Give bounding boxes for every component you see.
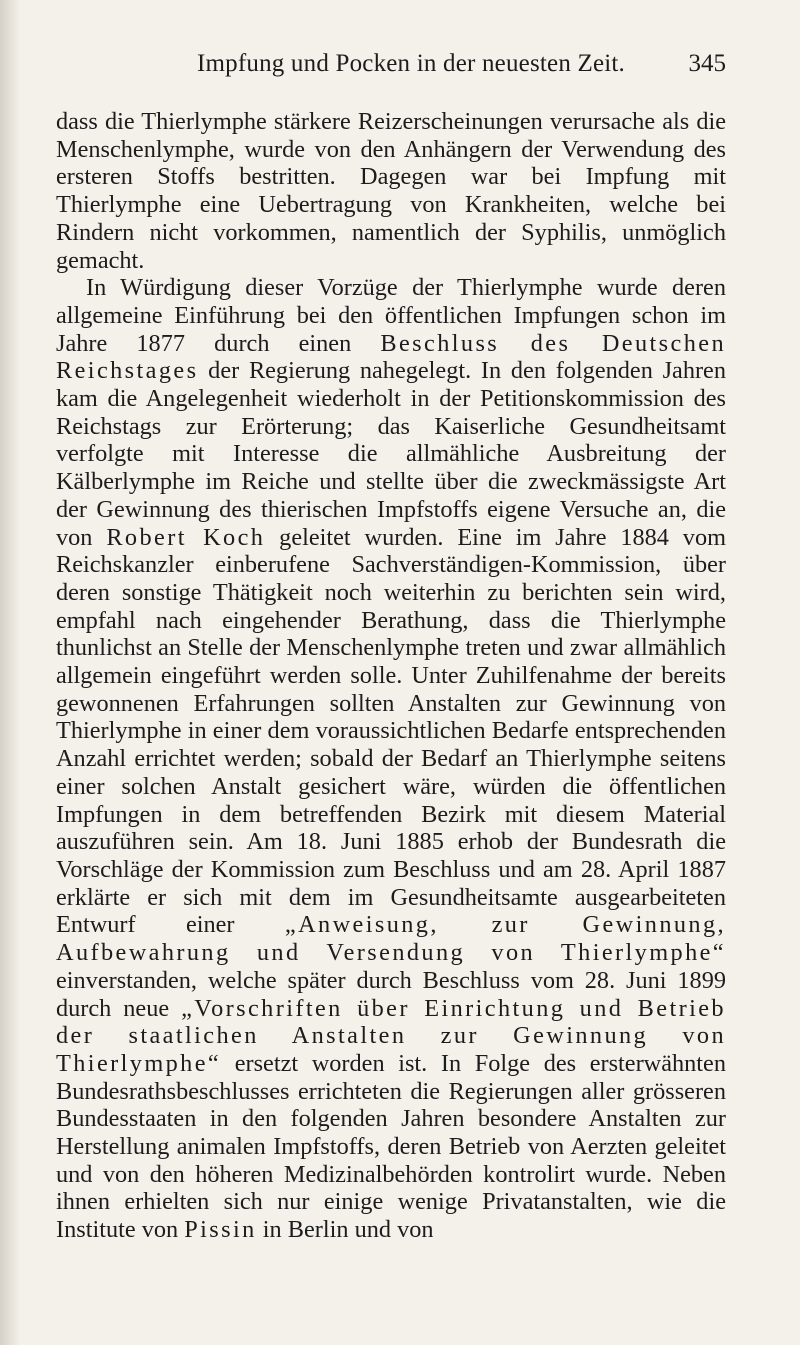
emphasis-reichstag-resolution: Beschluss des Deutschen Reichstages — [56, 329, 726, 385]
running-title: Impfung und Pocken in der neuesten Zeit. — [196, 50, 626, 77]
text-segment: In Würdigung dieser Vorzüge der Thierlymphe wurde deren allgemeine Einführung bei den öffentlichen Impfungen schon im Jahre 1877 durch einen — [56, 274, 726, 357]
paragraph-2 — [56, 274, 726, 1244]
page-number: 345 — [688, 50, 726, 77]
emphasis-vorschriften-title: „Vorschriften über Einrichtung und Betrieb der staatlichen Anstalten zur Gewinnung von Thierlymphe“ — [56, 994, 726, 1077]
emphasis-pissin: Pissin — [184, 1216, 257, 1244]
text-segment: dass die Thierlymphe stärkere Reizerscheinungen verursache als die Menschenlymphe, wurde von den Anhängern der Verwendung des ersteren Stoffs bestritten. Dagegen war bei Impfung mit Thierlymphe eine Uebertragung von Krankheiten, welche bei Rindern nicht vorkommen, namentlich der Syphilis, unmöglich gemacht. — [56, 108, 726, 274]
text-segment: einverstanden, welche später durch Beschluss vom 28. Juni 1899 durch neue — [56, 966, 726, 1022]
text-segment: der Regierung nahegelegt. In den folgenden Jahren kam die Angelegenheit wiederholt in der Petitionskommission des Reichstags zur Erörterung; das Kaiserliche Gesundheitsamt verfolgte mit Interesse die allmähliche Ausbreitung der Kälberlymphe im Reiche und stellte über die zweckmässigste Art der Gewinnung des thierischen Impfstoffs eigene Versuche an, die von — [56, 357, 726, 551]
emphasis-robert-koch: Robert Koch — [106, 523, 266, 551]
text-segment: geleitet wurden. Eine im Jahre 1884 vom Reichskanzler einberufene Sachverständigen-Kommission, über deren sonstige Thätigkeit noch weiterhin zu berichten sein wird, empfahl nach eingehender Berathung, dass die Thierlymphe thunlichst an Stelle der Menschenlymphe treten und zwar allmählich allgemein eingeführt werden solle. Unter Zuhilfenahme der bereits gewonnenen Erfahrungen sollten Anstalten zur Gewinnung von Thierlymphe in einer dem voraussichtlichen Bedarfe entsprechenden Anzahl errichtet werden; sobald der Bedarf an Thierlymphe seitens einer solchen Anstalt gesichert wäre, würden die öffentlichen Impfungen in dem betreffenden Bezirk mit diesem Material auszuführen sein. Am 18. Juni 1885 erhob der Bundesrath die Vorschläge der Kommission zum Beschluss und am 28. April 1887 erklärte er sich mit dem im Gesundheitsamte ausgearbeiteten Entwurf einer — [56, 523, 726, 939]
body-text — [56, 108, 726, 1244]
emphasis-anweisung-title: „Anweisung, zur Gewinnung, Aufbewahrung und Versendung von Thierlymphe“ — [56, 911, 726, 967]
text-segment: in Berlin und von — [256, 1216, 434, 1244]
binding-shadow — [0, 0, 20, 1345]
text-segment: ersetzt worden ist. In Folge des ersterwähnten Bundesrathsbeschlusses errichteten die Regierungen aller grösseren Bundesstaaten in den folgenden Jahren besondere Anstalten zur Herstellung animalen Impfstoffs, deren Betrieb von Aerzten geleitet und von den höheren Medizinalbehörden kontrolirt wurde. Neben ihnen erhielten sich nur einige wenige Privatanstalten, wie die Institute von — [56, 1049, 726, 1244]
running-head — [96, 50, 726, 84]
paragraph-1 — [56, 108, 726, 274]
